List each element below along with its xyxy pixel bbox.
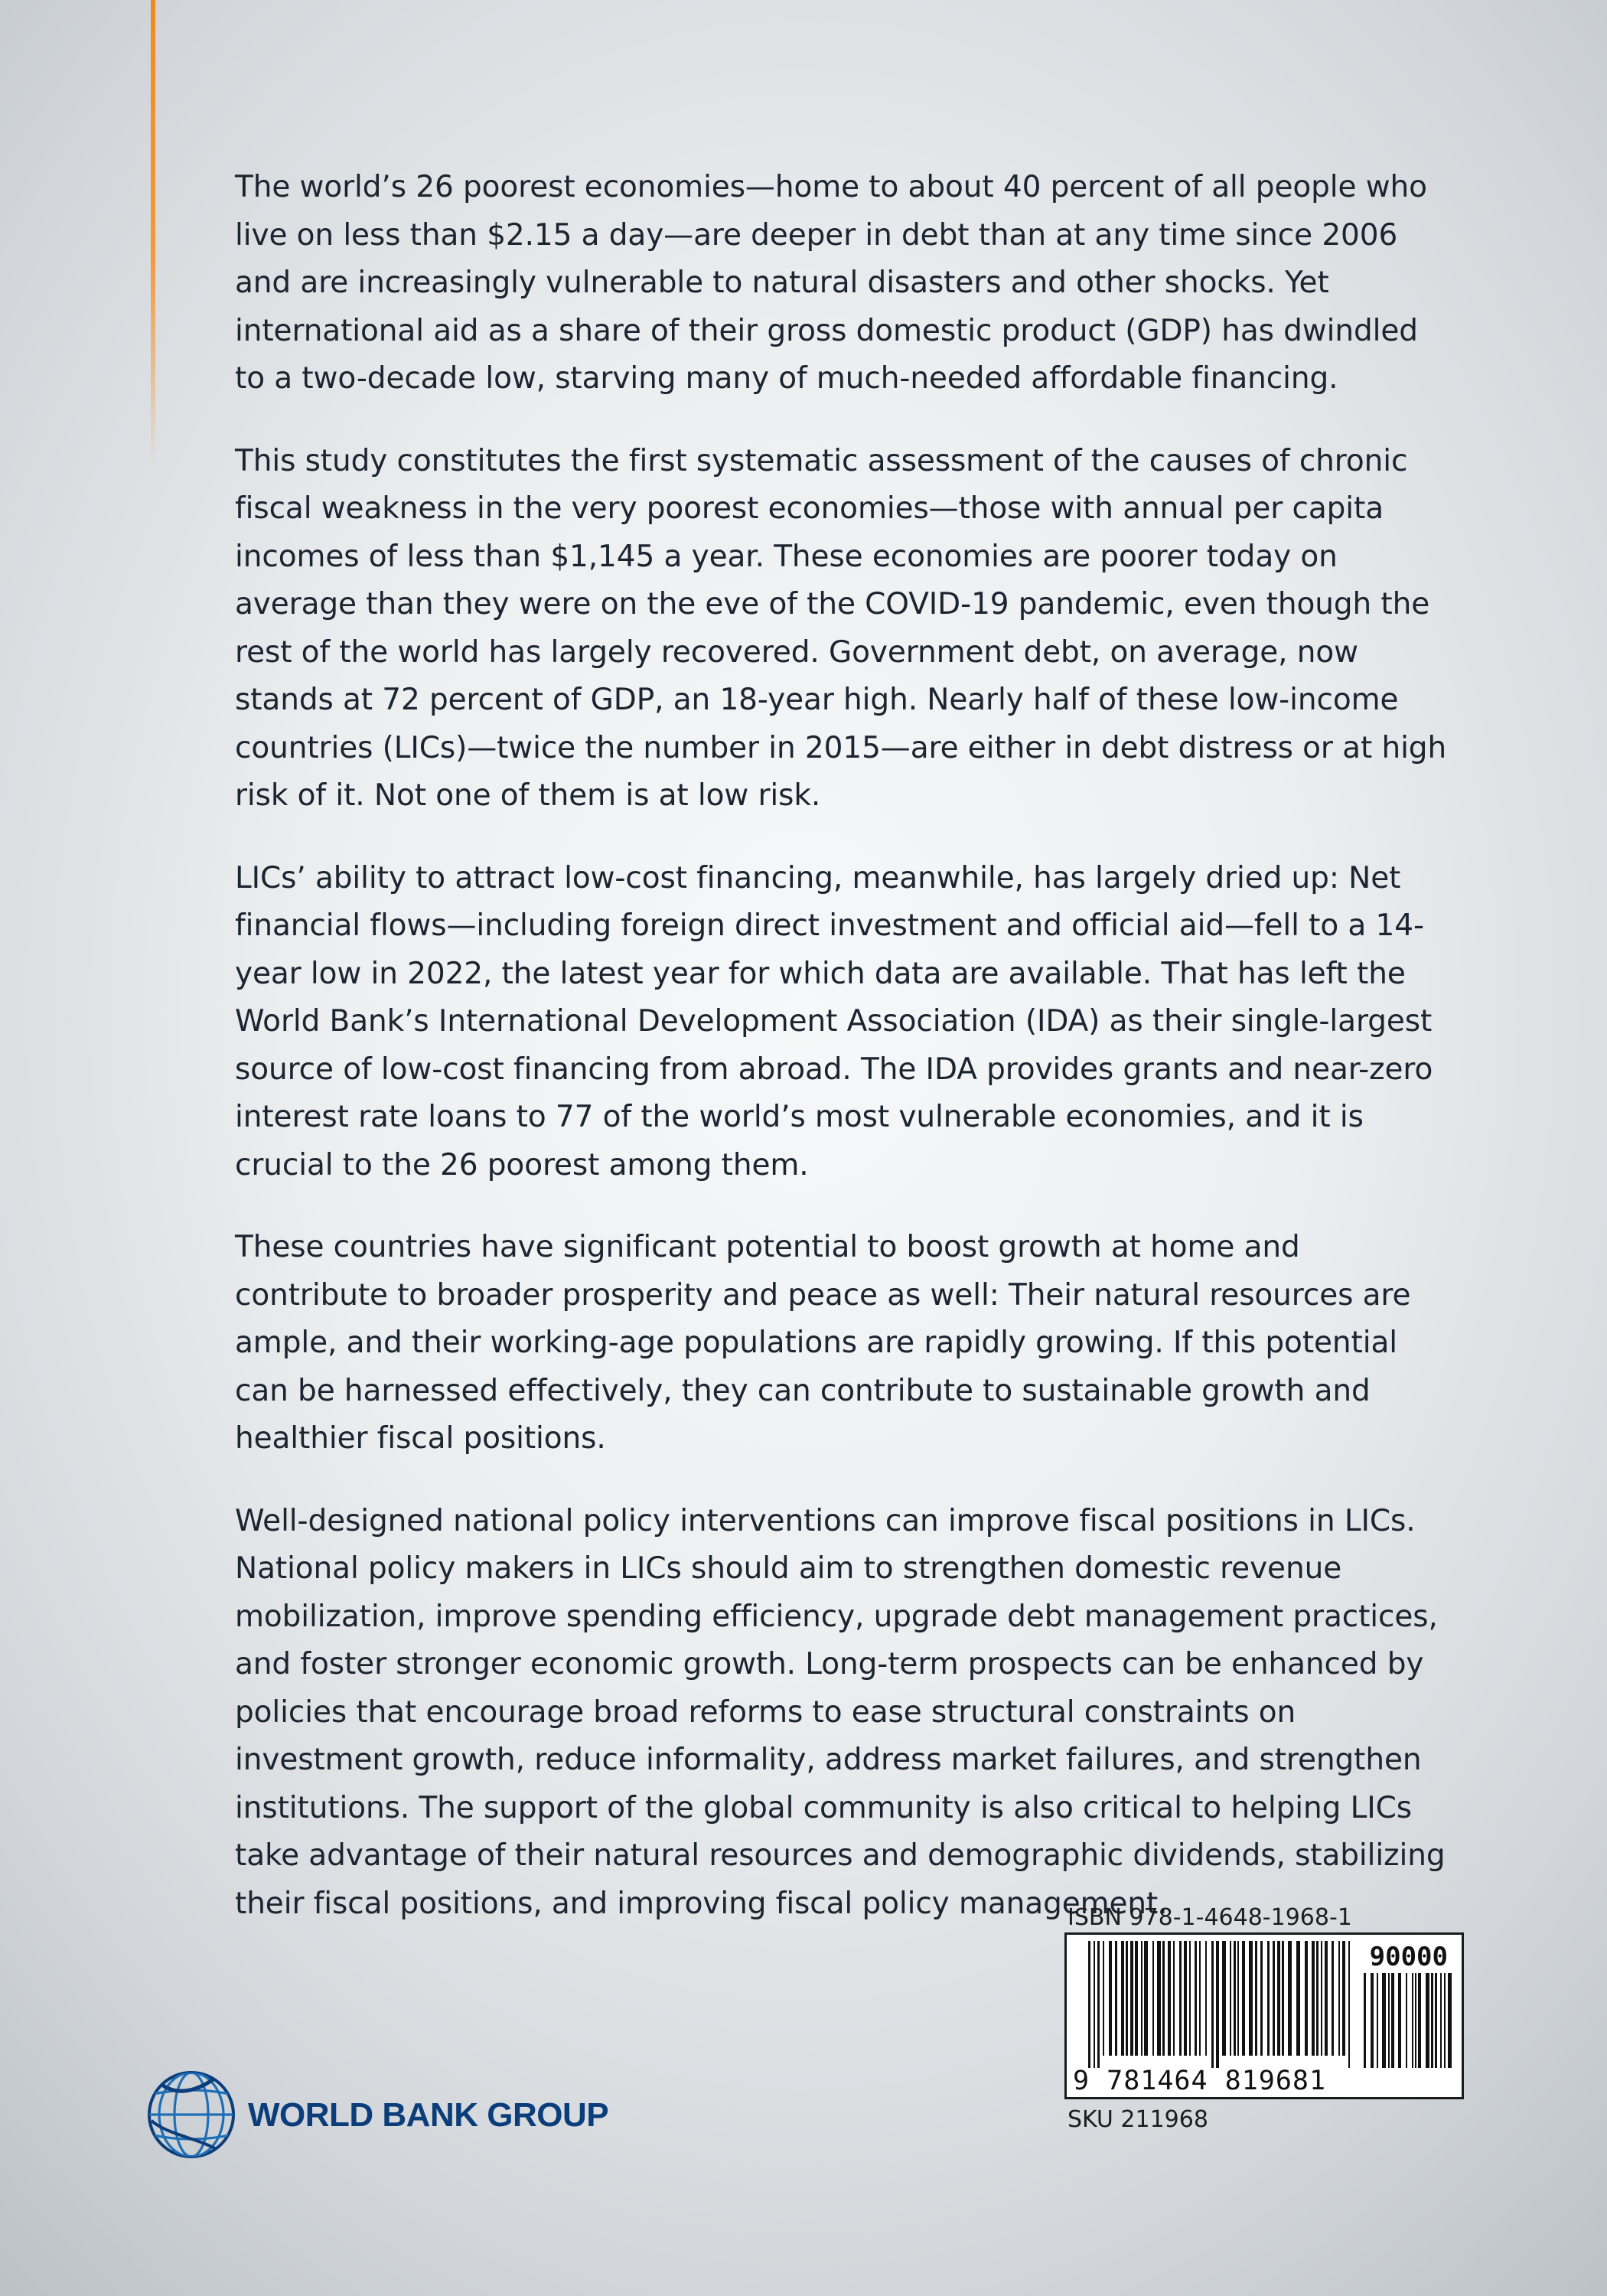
barcode-bar (1157, 1941, 1161, 2056)
barcode-addon-bar (1444, 1973, 1446, 2068)
barcode-bar (1305, 1941, 1308, 2056)
barcode-bar (1205, 1941, 1207, 2056)
barcode-bar (1109, 1941, 1112, 2056)
barcode-bar (1144, 1941, 1148, 2056)
barcode-bar (1260, 1941, 1263, 2056)
barcode (1064, 1932, 1464, 2099)
barcode-addon-bar (1435, 1973, 1437, 2068)
barcode-bar (1199, 1941, 1201, 2056)
barcode-bar (1255, 1941, 1257, 2056)
barcode-bar (1230, 1941, 1231, 2056)
sku-label: SKU 211968 (1068, 2106, 1208, 2133)
barcode-bar (1141, 1941, 1143, 2056)
barcode-bar (1115, 1941, 1117, 2056)
barcode-addon-digits: 90000 (1369, 1942, 1448, 1972)
barcode-bar (1277, 1941, 1280, 2056)
barcode-addon-bar (1406, 1973, 1407, 2068)
barcode-bar (1094, 1941, 1095, 2068)
barcode-bar (1267, 1941, 1270, 2056)
barcode-bar (1234, 1941, 1236, 2056)
barcode-addon-bar (1391, 1973, 1394, 2068)
world-bank-group-logo (144, 2070, 634, 2162)
barcode-bar (1312, 1941, 1315, 2056)
accent-line (151, 0, 155, 467)
barcode-bar (1288, 1941, 1292, 2056)
barcode-bar (1162, 1941, 1165, 2056)
barcode-bar (1103, 1941, 1104, 2056)
barcode-bar (1121, 1941, 1124, 2056)
barcode-bar (1316, 1941, 1319, 2056)
barcode-bar (1126, 1941, 1128, 2056)
barcode-addon-bar (1388, 1973, 1390, 2068)
barcode-bar (1168, 1941, 1171, 2056)
paragraph-2: This study constitutes the first systematic assessment of the causes of chronic fiscal weakness in the very poorest economies—those with annual per capita incomes of less than $1,145 a year. These economies are poorer today on average than they were on the eve of the COVID-19 pandemic, even though the rest of the world has largely recovered. Government debt, on average, now stands at 72 percent of GDP, an 18-year high. Nearly half of these low-income countries (LICs)—twice the number in 2015—are either in debt distress or at high risk of it. Not one of them is at low risk. (235, 443, 1447, 813)
barcode-bar (1189, 1941, 1191, 2056)
barcode-bar (1338, 1941, 1340, 2056)
barcode-bar (1184, 1941, 1187, 2056)
barcode-bar (1195, 1941, 1197, 2056)
barcode-bar (1332, 1941, 1334, 2056)
barcode-bar (1321, 1941, 1322, 2056)
barcode-bar (1242, 1941, 1245, 2056)
barcode-bar (1211, 1941, 1214, 2068)
isbn-label: ISBN 978-1-4648-1968-1 (1068, 1904, 1352, 1931)
barcode-bar (1135, 1941, 1138, 2056)
barcode-addon-bar (1398, 1973, 1401, 2068)
logo-text: WORLD BANK GROUP (248, 2096, 609, 2134)
barcode-bar (1222, 1941, 1226, 2056)
paragraph-1: The world’s 26 poorest economies—home to about 40 percent of all people who live on less than $2.15 a day—are deeper in debt than at any time since 2006 and are increasingly vulnerable to natural disasters and other shocks. Yet international aid as a share of their gross domestic product (GDP) has dwindled to a two-decade low, starving many of much-needed affordable financing. (235, 170, 1427, 396)
paragraph-3: LICs’ ability to attract low-cost financing, meanwhile, has largely dried up: Net financial flows—including foreign direct investment and official aid—fell to a 14-year low in 2022, the latest year for which data are available. That has left the World Bank’s International Development Association (IDA) as their single-largest source of low-cost financing from abroad. The IDA provides grants and near-zero interest rate loans to 77 of the world’s most vulnerable economies, and it is crucial to the 26 poorest among them. (235, 860, 1433, 1182)
barcode-bar (1088, 1941, 1090, 2068)
barcode-addon-bar (1415, 1973, 1416, 2068)
barcode-bar (1173, 1941, 1175, 2056)
barcode-bar (1348, 1941, 1350, 2068)
barcode-bar (1130, 1941, 1133, 2056)
barcode-bar (1296, 1941, 1300, 2056)
barcode-addon-bar (1431, 1973, 1433, 2068)
barcode-addon-bar (1377, 1973, 1378, 2068)
barcode-bar (1325, 1941, 1328, 2056)
barcode-addon-bar (1364, 1973, 1366, 2068)
barcode-addon-bar (1440, 1973, 1442, 2068)
barcode-addon-bar (1418, 1973, 1421, 2068)
barcode-bar (1282, 1941, 1284, 2056)
barcode-addon-bar (1448, 1973, 1452, 2068)
barcode-bar (1237, 1941, 1239, 2056)
barcode-bar (1249, 1941, 1253, 2056)
barcode-bar (1216, 1941, 1219, 2068)
paragraph-5: Well-designed national policy interventions can improve fiscal positions in LICs. National policy makers in LICs should aim to strengthen domestic revenue mobilization, improve spending efficiency, upgrade debt management practices, and foster stronger economic growth. Long-term prospects can be enhanced by policies that encourage broad reforms to ease structural constraints on investment growth, reduce informality, address market failures, and strengthen institutions. The support of the global community is also critical to helping LICs take advantage of their natural resources and demographic dividends, stabilizing their fiscal positions, and improving fiscal policy management. (235, 1503, 1446, 1921)
barcode-addon-bar (1371, 1973, 1374, 2068)
back-cover-text (235, 164, 1452, 1962)
barcode-graphic (1067, 1935, 1462, 2097)
globe-icon (144, 2067, 239, 2162)
barcode-addon-bar (1426, 1973, 1429, 2068)
barcode-bar (1342, 1941, 1345, 2056)
barcode-bar (1273, 1941, 1275, 2056)
barcode-bar (1179, 1941, 1182, 2056)
barcode-addon-bar (1382, 1973, 1386, 2068)
barcode-addon-bar (1412, 1973, 1413, 2068)
paragraph-4: These countries have significant potential to boost growth at home and contribute to broader prosperity and peace as well: Their natural resources are ample, and their working-age populations are rapidly growing. If this potential can be harnessed effectively, they can contribute to sustainable growth and healthier fiscal positions. (235, 1230, 1411, 1456)
barcode-bar (1152, 1941, 1154, 2056)
barcode-digits: 9 781464 819681 (1073, 2066, 1327, 2096)
barcode-bar (1097, 1941, 1100, 2068)
